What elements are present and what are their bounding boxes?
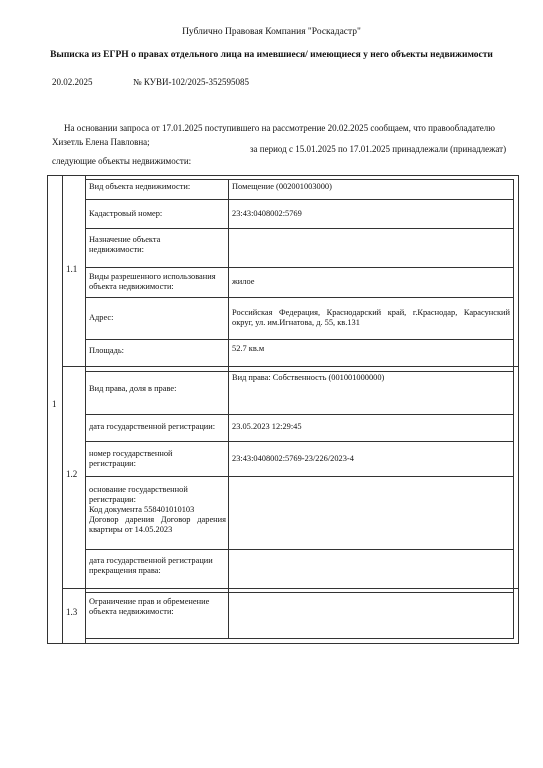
label-restrictions: Ограничение прав и обременение объекта недвижимости: [89,597,210,616]
document-title: Выписка из ЕГРН о правах отдельного лица на имевшиеся/ имеющиеся у него объекты недвижимости [50,50,493,60]
document-number: № КУВИ-102/2025-352595085 [133,77,250,87]
label-area: Площадь: [89,346,124,355]
table-inner-border [513,179,514,639]
basis-document-name: Договор дарения Договор дарения квартиры от 14.05.2023 [89,515,226,534]
table-border [47,175,519,176]
row-line [85,414,514,415]
value-permitted-use: жилое [232,277,255,286]
row-line [85,339,514,340]
value-registration-date: 23.05.2023 12:29:45 [232,422,302,431]
row-line [85,592,514,593]
section-number-1-3: 1.3 [66,607,78,617]
table-border [518,175,519,644]
row-line [85,549,514,550]
label-right-type: Вид права, доля в праве: [89,384,177,393]
value-registration-number: 23:43:0408002:5769-23/226/2023-4 [232,454,354,463]
label-termination-date: дата государственной регистрации прекращения права: [89,556,213,575]
label-cadastral-number: Кадастровый номер: [89,209,163,218]
table-inner-border [85,179,514,180]
label-registration-number: номер государственной регистрации: [89,449,173,468]
row-line [85,228,514,229]
row-line [85,476,514,477]
company-name: Публично Правовая Компания "Роскадастр" [182,27,361,37]
row-line [85,297,514,298]
section-number-1-1: 1.1 [66,264,78,274]
label-permitted-use: Виды разрешенного использования объекта недвижимости: [89,272,216,291]
row-line [85,371,514,372]
object-number: 1 [52,399,57,409]
table-col-line [62,175,63,644]
table-col-line [85,175,86,644]
value-cadastral-number: 23:43:0408002:5769 [232,209,302,218]
intro-line-4: следующие объекты недвижимости: [52,156,192,166]
section-number-1-2: 1.2 [66,469,78,479]
section-line [62,588,519,589]
label-registration-date: дата государственной регистрации: [89,422,216,431]
intro-period: за период с 15.01.2025 по 17.01.2025 принадлежали (принадлежат) [250,144,507,154]
value-right-type: Вид права: Собственность (001001000000) [232,373,385,382]
basis-document-code: Код документа 558401010103 [89,505,195,514]
table-border [47,175,48,644]
row-line [85,441,514,442]
value-object-type: Помещение (002001003000) [232,182,332,191]
label-object-type: Вид объекта недвижимости: [89,182,191,191]
intro-owner: Хизетль Елена Павловна; [52,137,150,147]
value-area: 52.7 кв.м [232,344,265,353]
intro-line-1: На основании запроса от 17.01.2025 поступившего на рассмотрение 20.02.2025 сообщаем, что правообладателю [64,123,496,133]
section-line [62,366,519,367]
table-border [47,643,519,644]
document-date: 20.02.2025 [52,77,93,87]
row-line [85,267,514,268]
label-purpose: Назначение объекта недвижимости: [89,235,161,254]
value-address: Российская Федерация, Краснодарский край, г.Краснодар, Карасунский округ, ул. им.Игнатова, д. 55, кв.131 [232,308,510,327]
label-registration-basis: основание государственной регистрации: [89,485,188,504]
table-inner-border [85,638,514,639]
label-address: Адрес: [89,313,114,322]
row-line [85,199,514,200]
